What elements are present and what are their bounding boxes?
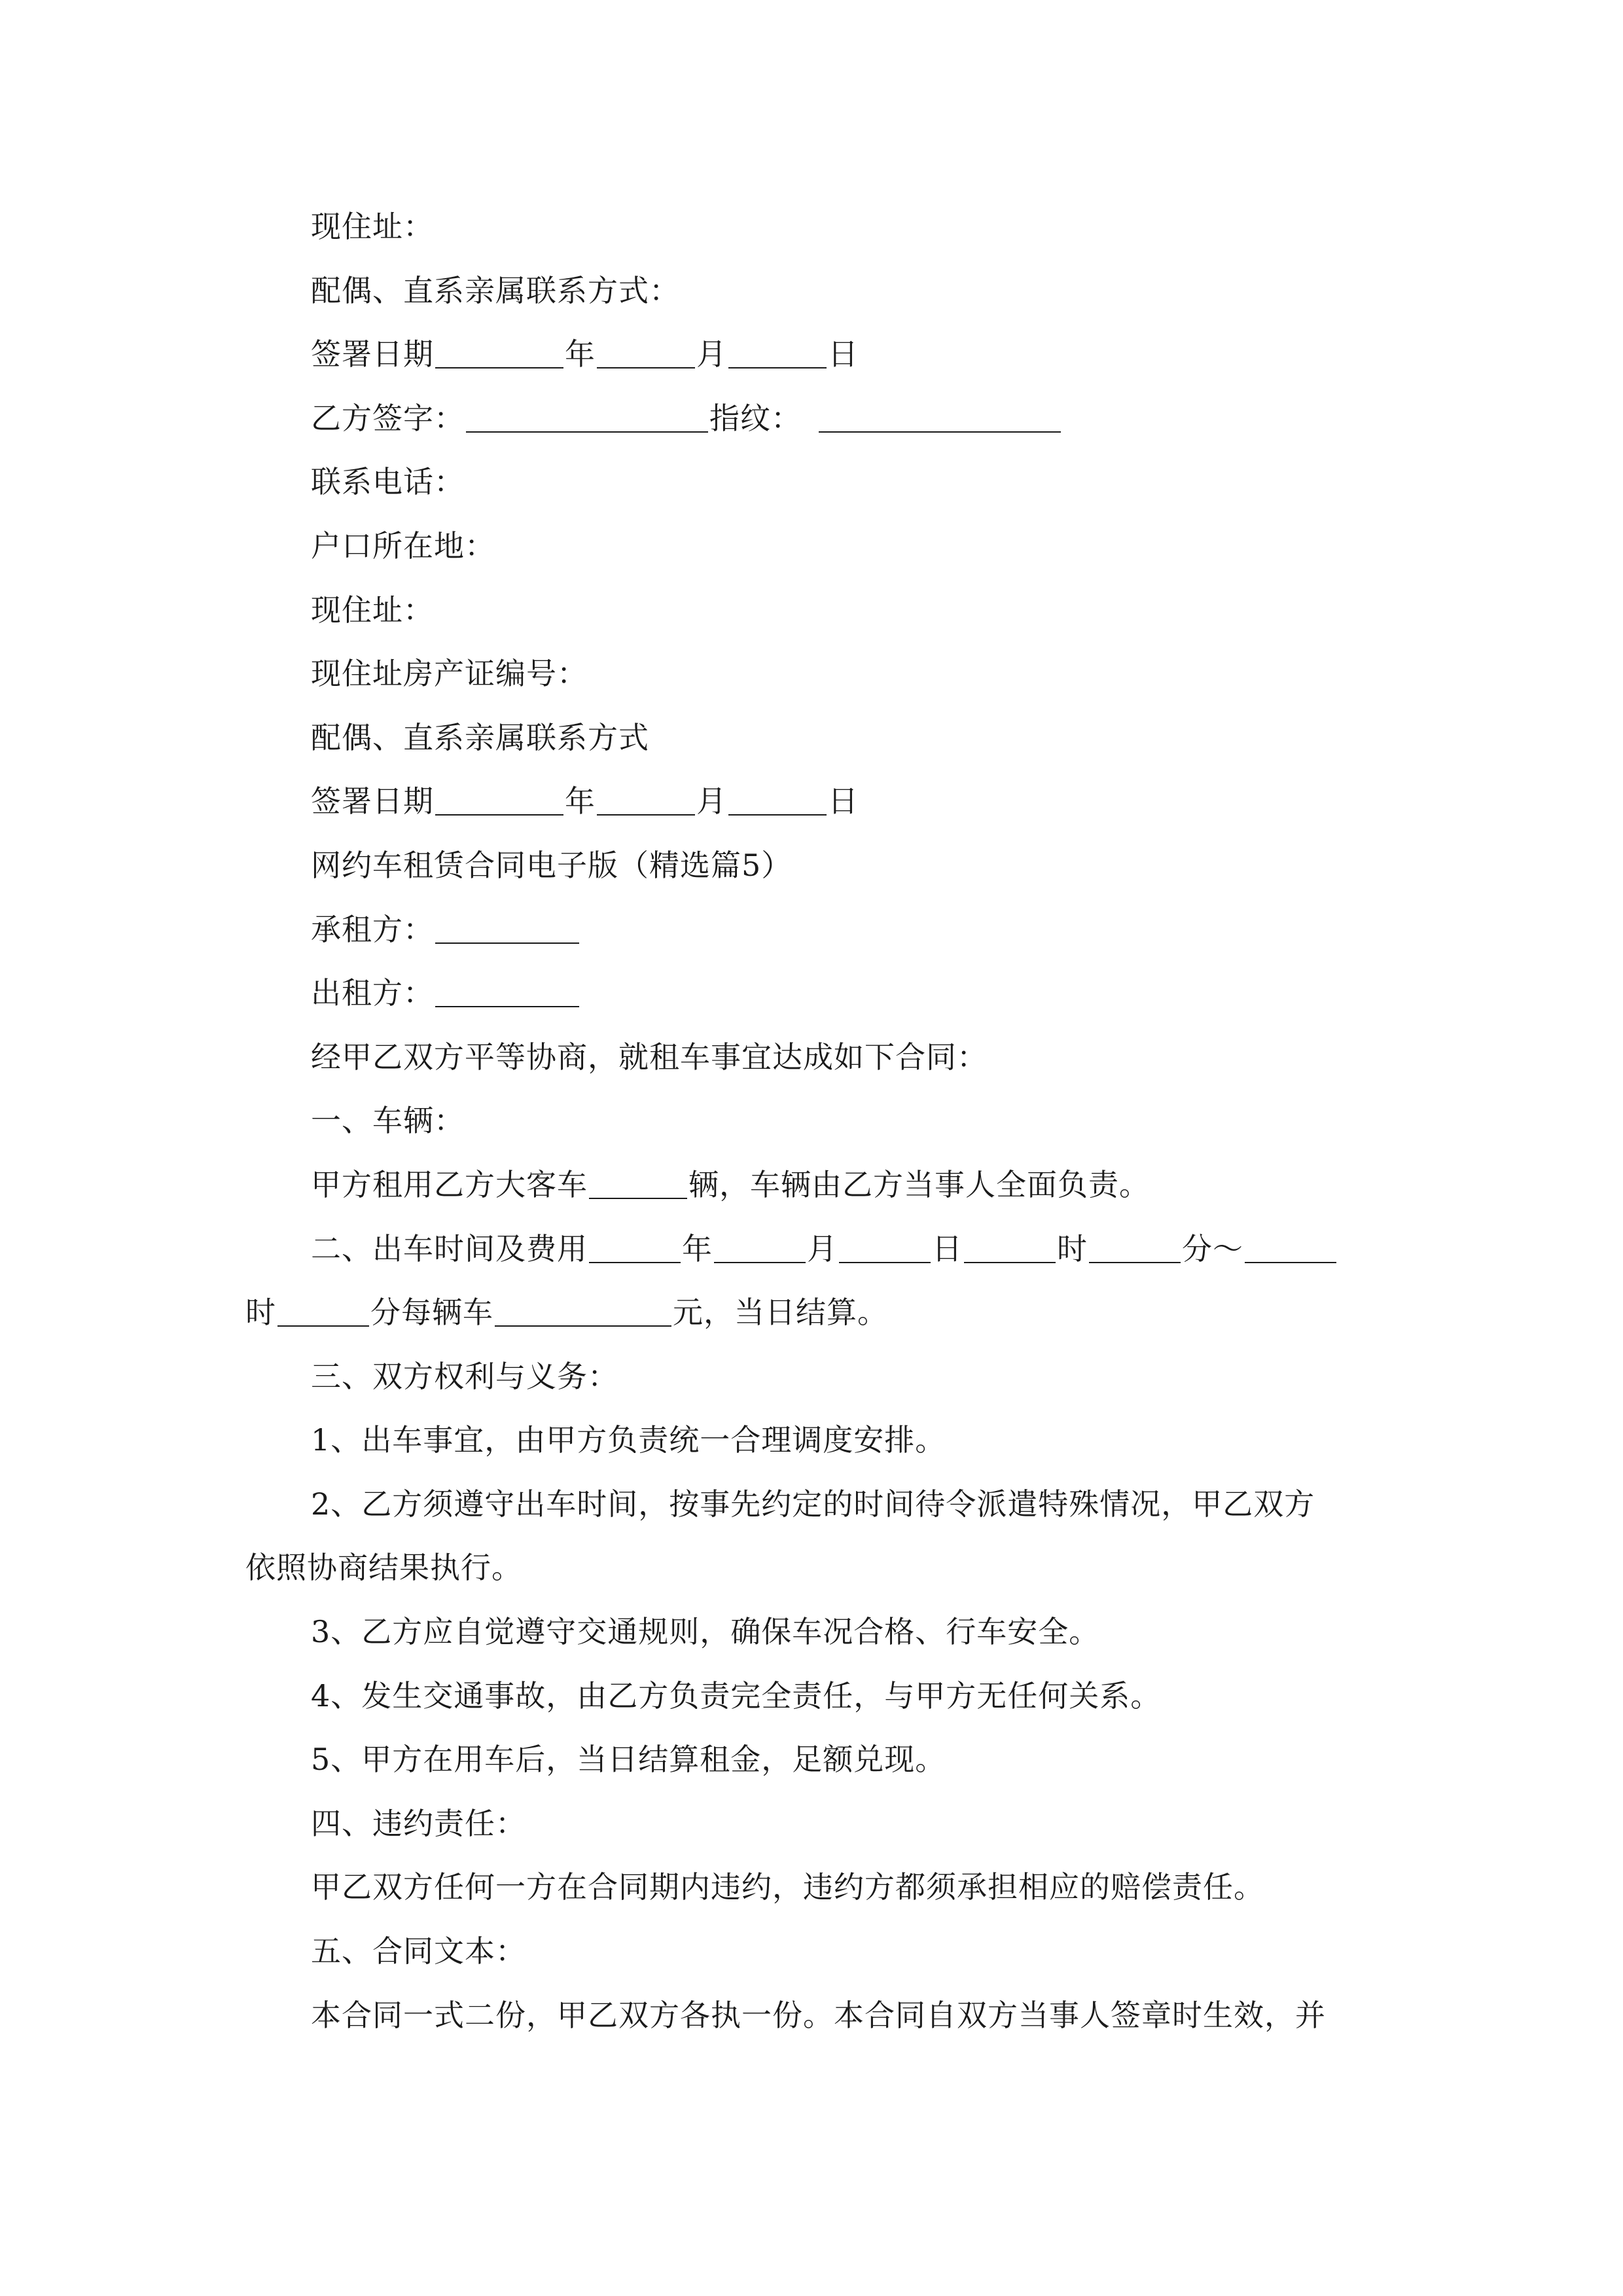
- month-blank-2: [597, 784, 695, 816]
- clause-1-text: [245, 1153, 1381, 1217]
- property-cert-label: 现住址房产证编号：: [311, 656, 588, 692]
- preamble-line: [245, 1026, 1381, 1090]
- day-label: 日: [828, 336, 859, 372]
- clause-2-end-blank: [1245, 1232, 1336, 1263]
- end-hour-label: 时: [245, 1295, 276, 1331]
- clause-2-month-label: 月: [807, 1230, 838, 1266]
- clause-3-item-2-text-cont: 依照协商结果执行。: [245, 1550, 522, 1586]
- clause-2-year-blank: [589, 1232, 681, 1263]
- clause-2-year-label: 年: [682, 1230, 713, 1266]
- clause-5-body: 本合同一式二份，甲乙双方各执一份。本合同自双方当事人签章时生效，并: [311, 1997, 1326, 2033]
- address-label-2: 现住址：: [311, 592, 434, 628]
- signature-blank: [466, 401, 708, 433]
- lessor-label: 出租方：: [311, 975, 434, 1011]
- clause-2-month-blank: [714, 1232, 806, 1263]
- fingerprint-blank: [819, 401, 1061, 433]
- clause-3-item-3-text: 3、乙方应自觉遵守交通规则，确保车况合格、行车安全。: [311, 1614, 1100, 1650]
- clause-3-item-2-text: 2、乙方须遵守出车时间，按事先约定的时间待令派遣特殊情况，甲乙双方: [311, 1486, 1315, 1522]
- contract-body: [245, 195, 1381, 2047]
- year-blank-2: [435, 784, 563, 816]
- day-label-2: 日: [828, 783, 859, 819]
- clause-2-heading-text: 二、出车时间及费用: [311, 1230, 588, 1266]
- clause-1-heading-text: 一、车辆：: [311, 1103, 465, 1139]
- year-blank: [435, 337, 563, 368]
- clause-2-day-label: 日: [932, 1230, 963, 1266]
- clause-4-body: 甲乙双方任何一方在合同期内违约，违约方都须承担相应的赔偿责任。: [311, 1869, 1264, 1905]
- day-blank: [728, 337, 827, 368]
- clause-3-item-2-continued: [245, 1536, 1381, 1600]
- clause-3-item-4-text: 4、发生交通事故，由乙方负责完全责任，与甲方无任何关系。: [311, 1677, 1162, 1713]
- clause-3-item-3: [245, 1600, 1381, 1664]
- preamble-text: 经甲乙双方平等协商，就租车事宜达成如下合同：: [311, 1039, 988, 1075]
- vehicle-count-blank: [589, 1168, 687, 1199]
- month-label: 月: [696, 336, 727, 372]
- clause-3-item-1: [245, 1408, 1381, 1473]
- clause-3-item-2: [245, 1473, 1381, 1537]
- sign-date-label: 签署日期: [311, 336, 434, 372]
- lessor-line: [245, 961, 1381, 1026]
- sign-date-label-2: 签署日期: [311, 783, 434, 819]
- clause-2-hour-blank: [964, 1232, 1056, 1263]
- clause-2-day-blank: [839, 1232, 931, 1263]
- property-cert-line: [245, 642, 1381, 706]
- clause-1-heading: [245, 1089, 1381, 1153]
- sign-date-line-2: [245, 770, 1381, 834]
- vehicle-text-start: 甲方租用乙方大客车: [311, 1166, 588, 1202]
- per-vehicle-label: 分每辆车: [370, 1295, 493, 1331]
- clause-4-text: [245, 1856, 1381, 1920]
- month-label-2: 月: [696, 783, 727, 819]
- clause-3-heading: [245, 1345, 1381, 1409]
- clause-4-heading: [245, 1792, 1381, 1856]
- lessor-blank: [435, 976, 579, 1007]
- month-blank: [597, 337, 695, 368]
- clause-2-heading: [245, 1217, 1381, 1282]
- household-line: [245, 514, 1381, 579]
- address-label: 现住址：: [311, 209, 434, 244]
- settlement-text: 元，当日结算。: [673, 1295, 888, 1331]
- spouse-contact-label: 配偶、直系亲属联系方式：: [311, 272, 680, 308]
- section-title: [245, 834, 1381, 898]
- clause-4-heading-text: 四、违约责任：: [311, 1805, 526, 1841]
- clause-2-hour-label: 时: [1057, 1230, 1088, 1266]
- clause-3-heading-text: 三、双方权利与义务：: [311, 1358, 618, 1394]
- lessee-label: 承租方：: [311, 911, 434, 947]
- clause-5-heading-text: 五、合同文本：: [311, 1933, 526, 1969]
- clause-5-heading: [245, 1920, 1381, 1984]
- party-b-signature-line: [245, 387, 1381, 451]
- day-blank-2: [728, 784, 827, 816]
- vehicle-text-end: 辆，车辆由乙方当事人全面负责。: [688, 1166, 1150, 1202]
- fee-blank: [495, 1295, 671, 1327]
- clause-3-item-5: [245, 1728, 1381, 1792]
- spouse-contact-line: [245, 259, 1381, 323]
- end-minute-blank: [277, 1295, 369, 1327]
- clause-3-item-1-text: 1、出车事宜，由甲方负责统一合理调度安排。: [311, 1422, 946, 1458]
- clause-2-minute-blank: [1089, 1232, 1181, 1263]
- year-label-2: 年: [565, 783, 596, 819]
- year-label: 年: [565, 336, 596, 372]
- sign-date-line: [245, 323, 1381, 387]
- address-line-2: [245, 579, 1381, 643]
- section-title-text: 网约车租赁合同电子版（精选篇5）: [311, 847, 793, 883]
- clause-3-item-4: [245, 1664, 1381, 1729]
- spouse-contact-line-2: [245, 706, 1381, 770]
- address-line: [245, 195, 1381, 259]
- clause-5-text: [245, 1984, 1381, 2048]
- clause-3-item-5-text: 5、甲方在用车后，当日结算租金，足额兑现。: [311, 1742, 946, 1778]
- household-label: 户口所在地：: [311, 528, 495, 564]
- spouse-contact-label-2: 配偶、直系亲属联系方式: [311, 719, 649, 755]
- lessee-line: [245, 898, 1381, 962]
- lessee-blank: [435, 912, 579, 944]
- phone-label: 联系电话：: [311, 464, 465, 500]
- clause-2-minute-label: 分～: [1182, 1230, 1243, 1266]
- phone-line: [245, 450, 1381, 514]
- fingerprint-label: 指纹：: [709, 400, 802, 436]
- party-b-signature-label: 乙方签字：: [311, 400, 465, 436]
- clause-2-continued: [245, 1281, 1381, 1345]
